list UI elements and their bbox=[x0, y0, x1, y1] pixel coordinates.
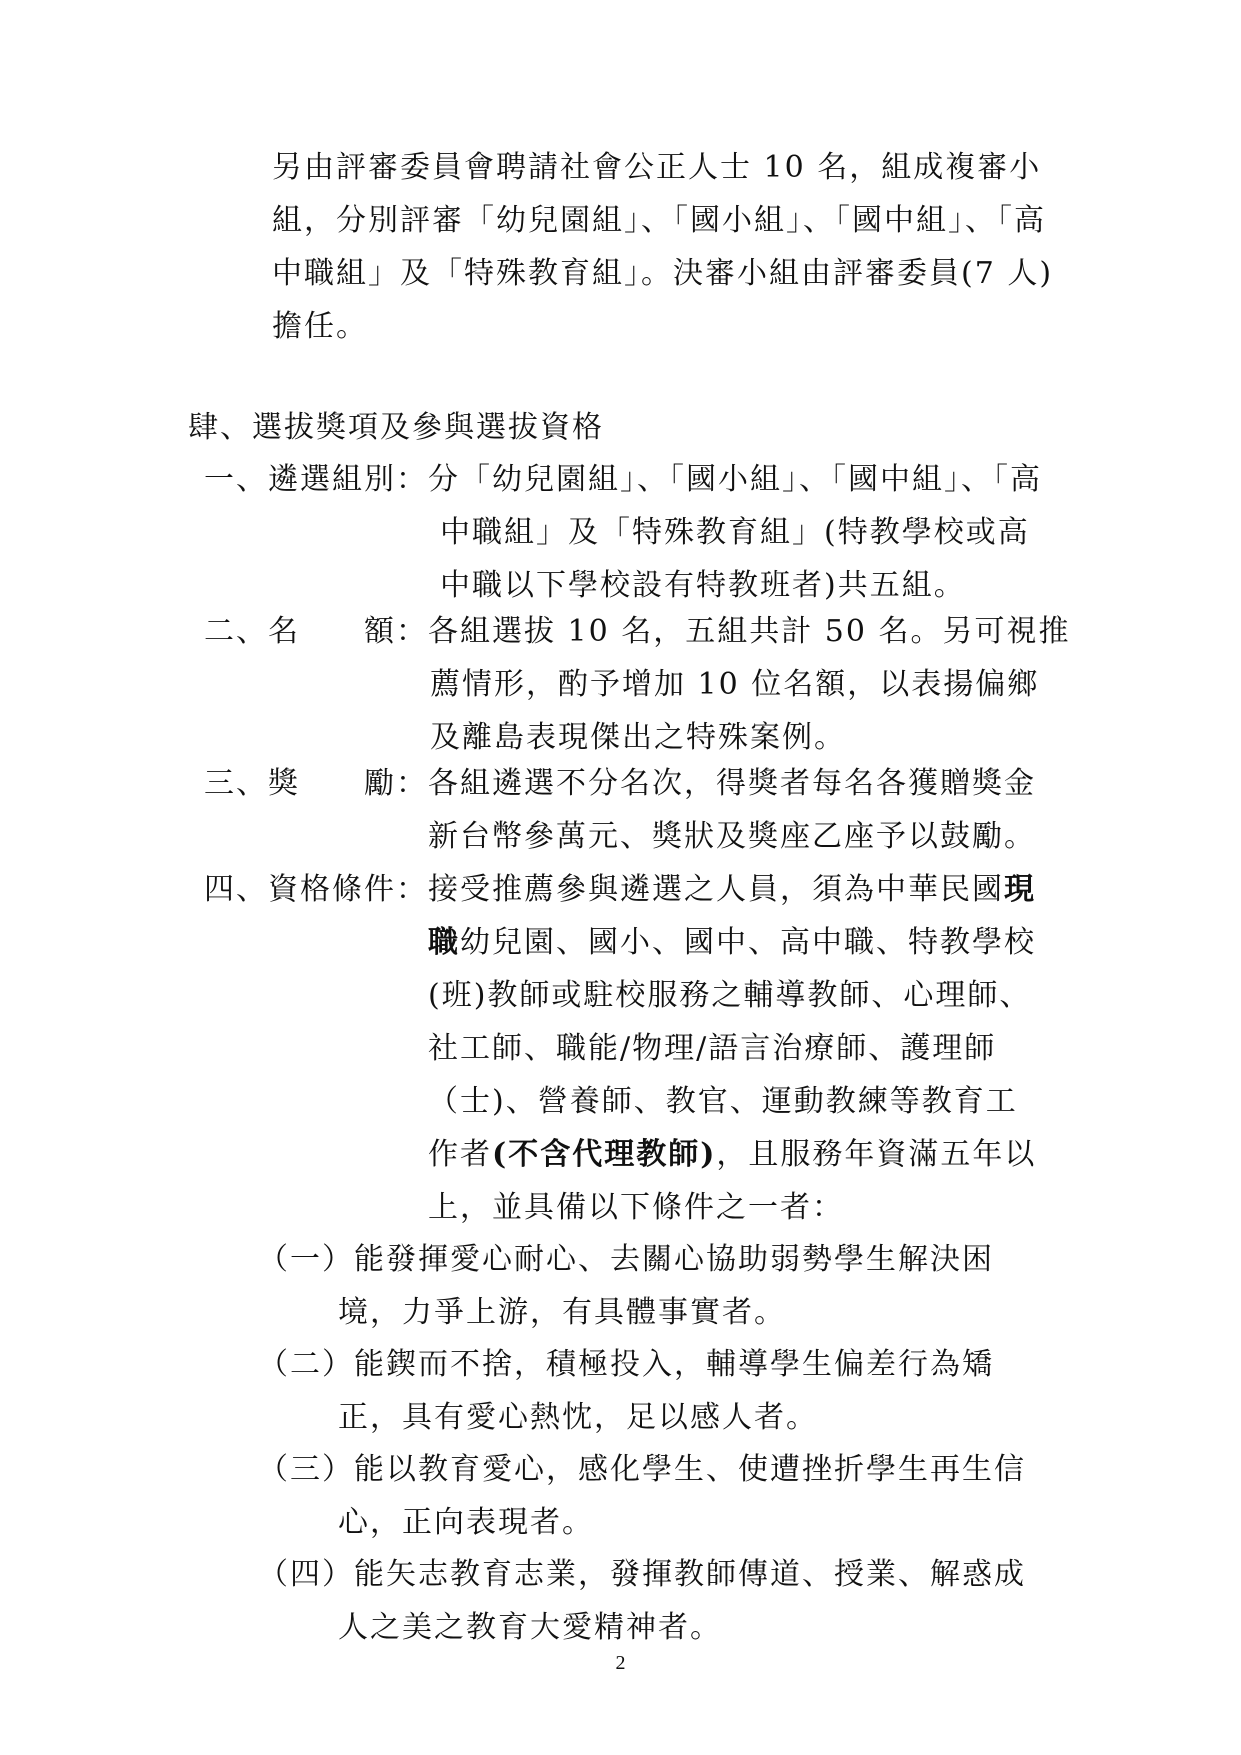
item-text-bold: (不含代理教師) bbox=[492, 1137, 717, 1172]
condition-text: 正，具有愛心熱忱，足以感人者。 bbox=[338, 1400, 818, 1435]
item-text: 上，並具備以下條件之一者： bbox=[428, 1190, 844, 1225]
condition-item bbox=[258, 1450, 1026, 1490]
item-text: 接受推薦參與遴選之人員，須為中華民國 bbox=[428, 872, 1004, 907]
condition-text: 境，力爭上游，有具體事實者。 bbox=[338, 1295, 786, 1330]
item-award bbox=[204, 764, 1036, 804]
item-text: 各組選拔 10 名，五組共計 50 名。另可視推 bbox=[428, 614, 1071, 649]
condition-text: 能鍥而不捨，積極投入，輔導學生偏差行為矯 bbox=[354, 1347, 994, 1382]
intro-line: 中職組」及「特殊教育組」。決審小組由評審委員(7 人) bbox=[272, 256, 1054, 291]
item-label: 三、獎 bbox=[204, 766, 300, 801]
item-text bbox=[428, 1135, 1036, 1175]
item-selection-groups bbox=[204, 460, 1042, 500]
condition-text: 能發揮愛心耐心、去關心協助弱勢學生解決困 bbox=[354, 1242, 994, 1277]
item-text: 中職組」及「特殊教育組」(特教學校或高 bbox=[440, 515, 1030, 550]
item-text: 新台幣參萬元、獎狀及獎座乙座予以鼓勵。 bbox=[428, 819, 1036, 854]
section-heading: 肆、選拔獎項及參與選拔資格 bbox=[188, 410, 604, 445]
item-text: 社工師、職能/物理/語言治療師、護理師 bbox=[428, 1031, 997, 1066]
item-eligibility bbox=[204, 870, 1036, 910]
intro-line: 另由評審委員會聘請社會公正人士 10 名，組成複審小 bbox=[272, 150, 1042, 185]
item-text: 中職以下學校設有特教班者)共五組。 bbox=[440, 568, 966, 603]
item-text: 各組遴選不分名次，得獎者每名各獲贈獎金 bbox=[428, 766, 1036, 801]
item-text: 分「幼兒園組」、「國小組」、「國中組」、「高 bbox=[428, 462, 1042, 497]
item-quota bbox=[204, 612, 1071, 652]
item-label: 額： bbox=[364, 614, 428, 649]
page-number: 2 bbox=[615, 1652, 626, 1674]
condition-text: 能以教育愛心，感化學生、使遭挫折學生再生信 bbox=[354, 1452, 1026, 1487]
condition-number: （一） bbox=[258, 1242, 354, 1277]
item-label: 一、遴選組別： bbox=[204, 462, 428, 497]
item-text: ，且服務年資滿五年以 bbox=[716, 1137, 1037, 1172]
item-text: 幼兒園、國小、國中、高中職、特教學校 bbox=[460, 925, 1036, 960]
condition-text: 心，正向表現者。 bbox=[338, 1505, 594, 1540]
item-text: 薦情形，酌予增加 10 位名額，以表揚偏鄉 bbox=[430, 667, 1040, 702]
item-text bbox=[428, 923, 1036, 963]
condition-item bbox=[258, 1240, 994, 1280]
item-text-bold: 職 bbox=[428, 925, 460, 960]
item-text: (班)教師或駐校服務之輔導教師、心理師、 bbox=[428, 978, 1032, 1013]
item-text: 作者 bbox=[428, 1137, 492, 1172]
condition-number: （四） bbox=[258, 1557, 354, 1592]
item-text: 及離島表現傑出之特殊案例。 bbox=[430, 720, 846, 755]
intro-line: 擔任。 bbox=[272, 309, 368, 344]
item-label: 勵： bbox=[364, 766, 428, 801]
item-label: 四、資格條件： bbox=[204, 872, 428, 907]
item-text: （士)、營養師、教官、運動教練等教育工 bbox=[428, 1084, 1018, 1119]
item-text-bold: 現 bbox=[1004, 872, 1036, 907]
condition-item bbox=[258, 1345, 994, 1385]
condition-item bbox=[258, 1555, 1026, 1595]
intro-line: 組，分別評審「幼兒園組」、「國小組」、「國中組」、「高 bbox=[272, 203, 1046, 238]
condition-text: 人之美之教育大愛精神者。 bbox=[338, 1610, 722, 1645]
condition-text: 能矢志教育志業，發揮教師傳道、授業、解惑成 bbox=[354, 1557, 1026, 1592]
item-label: 二、名 bbox=[204, 614, 300, 649]
condition-number: （三） bbox=[258, 1452, 354, 1487]
condition-number: （二） bbox=[258, 1347, 354, 1382]
